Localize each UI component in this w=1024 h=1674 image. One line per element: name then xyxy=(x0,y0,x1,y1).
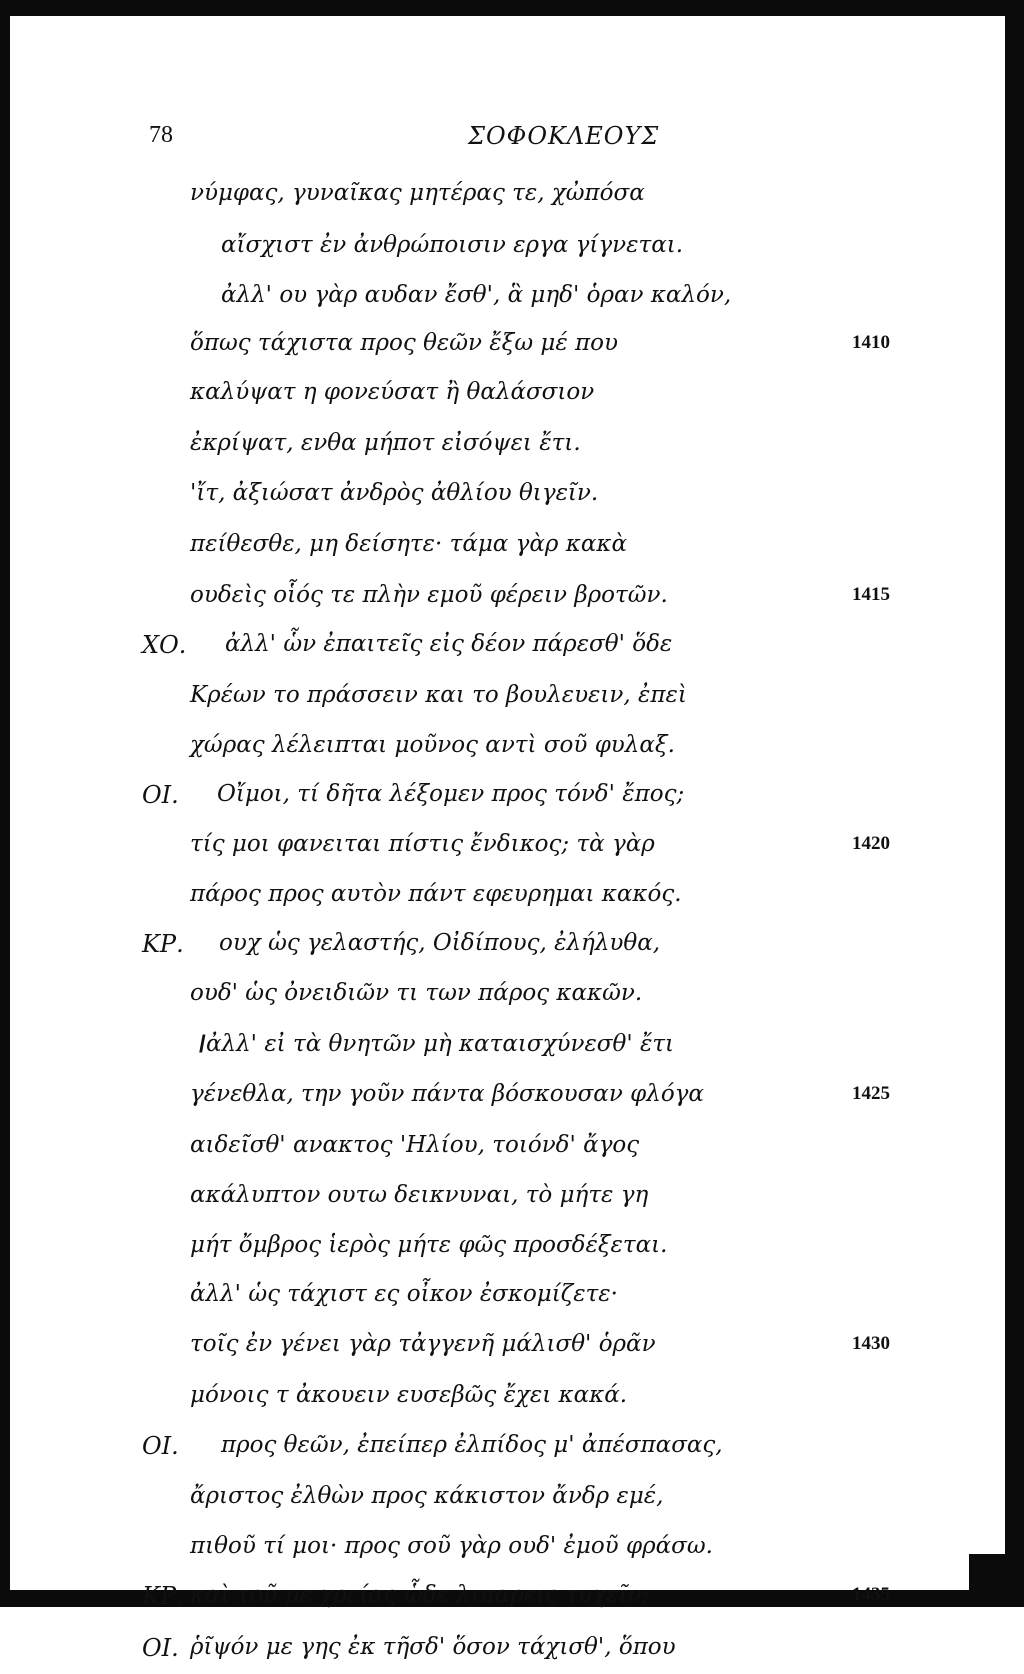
line-number: 1410 xyxy=(852,332,890,353)
line-number: 1430 xyxy=(852,1333,890,1354)
verse-line xyxy=(10,732,1005,772)
running-title: ΣΟΦΟΚΛΕΟΥΣ xyxy=(468,122,660,150)
verse-text: ἀλλ' ὧν ἐπαιτεῖς εἰς δέον πάρεσθ' ὅδε xyxy=(225,631,673,657)
verse-text: αιδεῖσθ' ανακτος 'Ηλίου, τοιόνδ' ἄγος xyxy=(190,1132,640,1158)
verse-text: ουδ' ὡς ὀνειδιῶν τι των πάρος κακῶν. xyxy=(190,980,643,1006)
verse-text: αἴσχιστ ἐν ἀνθρώποισιν εργα γίγνεται. xyxy=(221,232,684,258)
verse-text: καλύψατ η φονεύσατ ἢ θαλάσσιον xyxy=(190,379,595,405)
verse-text: ἀλλ' ου γὰρ αυδαν ἔσθ', ἃ μηδ' ὁραν καλόν, xyxy=(221,282,732,308)
verse-line xyxy=(10,1281,1005,1321)
verse-line xyxy=(10,631,1005,671)
verse-line xyxy=(10,930,1005,970)
verse-line xyxy=(10,282,1005,322)
verse-text: 'ἴτ, ἀξιώσατ ἀνδρὸς ἀθλίου θιγεῖν. xyxy=(190,480,599,506)
verse-line xyxy=(10,379,1005,419)
verse-line xyxy=(10,1232,1005,1272)
verse-line xyxy=(10,1081,1005,1121)
verse-text: πάρος προς αυτὸν πάντ εφευρημαι κακός. xyxy=(190,881,682,907)
verse-text: γένεθλα, την γοῦν πάντα βόσκουσαν φλόγα xyxy=(190,1081,704,1107)
verse-text: μήτ ὄμβρος ἱερὸς μήτε φῶς προσδέξεται. xyxy=(190,1232,668,1258)
line-number: 1425 xyxy=(852,1083,890,1104)
verse-line xyxy=(10,330,1005,370)
verse-line xyxy=(10,232,1005,272)
page-number: 78 xyxy=(149,122,173,148)
verse-text: μόνοις τ ἀκουειν ευσεβῶς ἔχει κακά. xyxy=(190,1382,628,1408)
scan-corner-mark xyxy=(969,1554,1005,1590)
verse-text: ἀλλ' εἰ τὰ θνητῶν μὴ καταισχύνεσθ' ἔτι xyxy=(206,1031,675,1057)
verse-text: ἀλλ' ὡς τάχιστ ες οἶκον ἐσκομίζετε· xyxy=(190,1281,618,1307)
verse-line xyxy=(10,781,1005,821)
verse-line xyxy=(10,480,1005,520)
verse-text: χώρας λέλειπται μοῦνος αντὶ σοῦ φυλαξ. xyxy=(190,732,675,758)
verse-text: τοῖς ἐν γένει γὰρ τἀγγενῆ μάλισθ' ὁρᾶν xyxy=(190,1331,656,1357)
speaker-label: ΧΟ. xyxy=(142,631,187,659)
verse-line xyxy=(10,881,1005,921)
verse-line xyxy=(10,1634,1005,1674)
verse-text: ακάλυπτον ουτω δεικνυναι, τὸ μήτε γη xyxy=(190,1182,649,1208)
verse-line xyxy=(10,582,1005,622)
speaker-label: ΚΡ. xyxy=(142,930,184,958)
verse-line xyxy=(10,430,1005,470)
verse-text: Κρέων το πράσσειν και το βουλευειν, ἐπεὶ xyxy=(190,682,687,708)
verse-line xyxy=(10,180,1005,220)
verse-line xyxy=(10,1533,1005,1573)
speaker-label: ΟΙ. xyxy=(142,1432,179,1460)
verse-text: τίς μοι φανειται πίστις ἔνδικος; τὰ γὰρ xyxy=(190,831,655,857)
verse-text: ὅπως τάχιστα προς θεῶν ἔξω μέ που xyxy=(190,330,618,356)
verse-text: Οἴμοι, τί δῆτα λέξομεν προς τόνδ' ἔπος; xyxy=(217,781,685,807)
line-number: 1420 xyxy=(852,833,890,854)
verse-line xyxy=(10,531,1005,571)
verse-text: πιθοῦ τί μοι· προς σοῦ γὰρ ουδ' ἐμοῦ φράσω. xyxy=(190,1533,713,1559)
verse-text: ἐκρίψατ, ενθα μήποτ εἰσόψει ἔτι. xyxy=(190,430,581,456)
verse-text: προς θεῶν, ἐπείπερ ἐλπίδος μ' ἀπέσπασας, xyxy=(221,1432,723,1458)
margin-slash-mark: / xyxy=(199,1031,206,1058)
verse-line xyxy=(10,980,1005,1020)
verse-line xyxy=(10,1382,1005,1422)
verse-line xyxy=(10,1031,1005,1071)
verse-line xyxy=(10,1331,1005,1371)
verse-line xyxy=(10,1582,1005,1622)
speaker-label: ΟΙ. xyxy=(142,781,179,809)
verse-line xyxy=(10,1182,1005,1222)
verse-line xyxy=(10,831,1005,871)
verse-text: πείθεσθε, μη δείσητε· τάμα γὰρ κακὰ xyxy=(190,531,627,557)
verse-line xyxy=(10,1432,1005,1472)
verse-line xyxy=(10,1483,1005,1523)
speaker-label: ΟΙ. xyxy=(142,1634,179,1662)
verse-text: καὶ τοῦ με χρείας ὧδε λιπαρεις τυχεῖν; xyxy=(190,1582,650,1608)
verse-text: ουχ ὡς γελαστής, Οἰδίπους, ἐλήλυθα, xyxy=(219,930,661,956)
line-number: 1435 xyxy=(852,1584,890,1605)
book-page xyxy=(10,16,1005,1662)
verse-text: νύμφας, γυναῖκας μητέρας τε, χὠπόσα xyxy=(190,180,645,206)
speaker-label: ΚΡ. xyxy=(142,1582,184,1610)
line-number: 1415 xyxy=(852,584,890,605)
verse-text: ἄριστος ἐλθὼν προς κάκιστον ἄνδρ εμέ, xyxy=(190,1483,664,1509)
verse-line xyxy=(10,1132,1005,1172)
verse-text: ῥῖψόν με γης ἐκ τῆσδ' ὅσον τάχισθ', ὅπου xyxy=(190,1634,676,1660)
verse-text: ουδεὶς οἷός τε πλὴν εμοῦ φέρειν βροτῶν. xyxy=(190,582,668,608)
verse-line xyxy=(10,682,1005,722)
